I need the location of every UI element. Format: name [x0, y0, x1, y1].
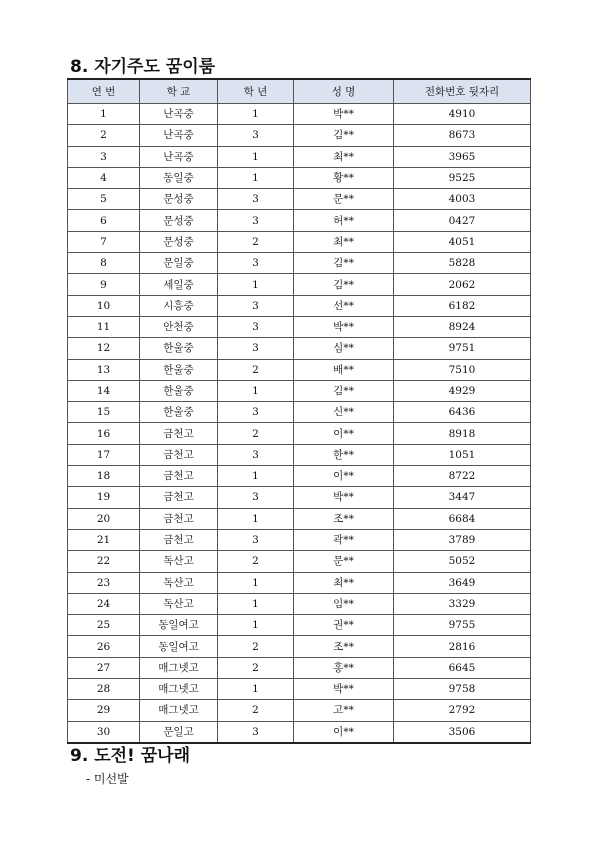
header-school: 학 교 [140, 79, 218, 104]
cell-phone: 8722 [394, 466, 531, 487]
cell-name: 권** [294, 615, 394, 636]
cell-grade: 1 [218, 572, 294, 593]
cell-number: 19 [68, 487, 140, 508]
cell-number: 29 [68, 700, 140, 721]
header-grade: 학 년 [218, 79, 294, 104]
table-row [68, 104, 531, 125]
table-row [68, 274, 531, 295]
cell-name: 김** [294, 253, 394, 274]
table-row [68, 700, 531, 721]
cell-grade: 3 [218, 487, 294, 508]
table-row [68, 487, 531, 508]
cell-grade: 2 [218, 657, 294, 678]
cell-name: 선** [294, 295, 394, 316]
cell-school: 난곡중 [140, 125, 218, 146]
cell-phone: 9525 [394, 167, 531, 188]
cell-phone: 8924 [394, 316, 531, 337]
cell-name: 최** [294, 146, 394, 167]
table-row [68, 572, 531, 593]
table-row [68, 316, 531, 337]
table-row [68, 231, 531, 252]
cell-number: 5 [68, 189, 140, 210]
cell-grade: 3 [218, 444, 294, 465]
cell-grade: 3 [218, 189, 294, 210]
cell-number: 4 [68, 167, 140, 188]
cell-phone: 4910 [394, 104, 531, 125]
cell-number: 24 [68, 593, 140, 614]
cell-name: 박** [294, 316, 394, 337]
cell-name: 이** [294, 423, 394, 444]
cell-number: 12 [68, 338, 140, 359]
cell-number: 8 [68, 253, 140, 274]
cell-number: 18 [68, 466, 140, 487]
cell-name: 한** [294, 444, 394, 465]
table-row [68, 423, 531, 444]
table-row [68, 125, 531, 146]
cell-school: 세일중 [140, 274, 218, 295]
cell-phone: 9755 [394, 615, 531, 636]
cell-school: 금천고 [140, 466, 218, 487]
cell-phone: 8918 [394, 423, 531, 444]
cell-name: 고** [294, 700, 394, 721]
cell-grade: 3 [218, 529, 294, 550]
cell-grade: 3 [218, 316, 294, 337]
cell-number: 9 [68, 274, 140, 295]
cell-grade: 1 [218, 146, 294, 167]
cell-grade: 2 [218, 700, 294, 721]
cell-grade: 2 [218, 359, 294, 380]
cell-phone: 4003 [394, 189, 531, 210]
table-row [68, 636, 531, 657]
cell-phone: 3447 [394, 487, 531, 508]
cell-phone: 0427 [394, 210, 531, 231]
cell-grade: 1 [218, 593, 294, 614]
cell-phone: 6182 [394, 295, 531, 316]
cell-number: 27 [68, 657, 140, 678]
cell-grade: 1 [218, 104, 294, 125]
cell-school: 매그넷고 [140, 700, 218, 721]
table-row [68, 359, 531, 380]
cell-phone: 7510 [394, 359, 531, 380]
cell-name: 박** [294, 679, 394, 700]
cell-phone: 3329 [394, 593, 531, 614]
table-row [68, 657, 531, 678]
cell-phone: 8673 [394, 125, 531, 146]
cell-school: 금천고 [140, 529, 218, 550]
cell-number: 17 [68, 444, 140, 465]
cell-grade: 1 [218, 274, 294, 295]
cell-school: 금천고 [140, 423, 218, 444]
cell-grade: 3 [218, 210, 294, 231]
cell-name: 조** [294, 508, 394, 529]
cell-number: 20 [68, 508, 140, 529]
cell-name: 이** [294, 466, 394, 487]
cell-number: 16 [68, 423, 140, 444]
cell-number: 13 [68, 359, 140, 380]
cell-number: 30 [68, 721, 140, 743]
cell-number: 11 [68, 316, 140, 337]
table-row [68, 444, 531, 465]
cell-number: 10 [68, 295, 140, 316]
cell-phone: 6436 [394, 402, 531, 423]
cell-phone: 2062 [394, 274, 531, 295]
section-8-title: 8. 자기주도 꿈이룸 [70, 57, 216, 77]
cell-phone: 3789 [394, 529, 531, 550]
cell-phone: 6684 [394, 508, 531, 529]
cell-grade: 3 [218, 125, 294, 146]
cell-school: 한울중 [140, 380, 218, 401]
table-row [68, 615, 531, 636]
cell-school: 독산고 [140, 551, 218, 572]
cell-school: 문성중 [140, 231, 218, 252]
table-row [68, 508, 531, 529]
cell-name: 문** [294, 551, 394, 572]
cell-phone: 3649 [394, 572, 531, 593]
cell-name: 곽** [294, 529, 394, 550]
cell-school: 금천고 [140, 444, 218, 465]
cell-name: 신** [294, 402, 394, 423]
table-row [68, 253, 531, 274]
cell-school: 동일여고 [140, 615, 218, 636]
cell-school: 독산고 [140, 593, 218, 614]
cell-name: 심** [294, 338, 394, 359]
cell-school: 문성중 [140, 210, 218, 231]
cell-number: 3 [68, 146, 140, 167]
cell-name: 박** [294, 487, 394, 508]
cell-name: 배** [294, 359, 394, 380]
cell-phone: 6645 [394, 657, 531, 678]
section-9-title: 9. 도전! 꿈나래 [70, 746, 190, 766]
winners-table [67, 78, 531, 744]
cell-number: 14 [68, 380, 140, 401]
cell-name: 허** [294, 210, 394, 231]
cell-grade: 1 [218, 466, 294, 487]
cell-number: 2 [68, 125, 140, 146]
cell-grade: 2 [218, 636, 294, 657]
cell-grade: 1 [218, 380, 294, 401]
cell-school: 문성중 [140, 189, 218, 210]
table-row [68, 721, 531, 743]
cell-phone: 1051 [394, 444, 531, 465]
cell-name: 조** [294, 636, 394, 657]
table-row [68, 146, 531, 167]
cell-school: 난곡중 [140, 146, 218, 167]
cell-name: 박** [294, 104, 394, 125]
cell-grade: 1 [218, 679, 294, 700]
cell-name: 문** [294, 189, 394, 210]
cell-number: 15 [68, 402, 140, 423]
cell-grade: 1 [218, 508, 294, 529]
cell-name: 이** [294, 721, 394, 743]
cell-name: 홍** [294, 657, 394, 678]
cell-number: 28 [68, 679, 140, 700]
table-header-row [68, 79, 531, 104]
section-9-note: - 미선발 [86, 772, 129, 786]
cell-grade: 2 [218, 423, 294, 444]
table-row [68, 167, 531, 188]
cell-school: 한울중 [140, 359, 218, 380]
cell-number: 6 [68, 210, 140, 231]
cell-school: 문일중 [140, 253, 218, 274]
cell-grade: 3 [218, 295, 294, 316]
cell-phone: 4929 [394, 380, 531, 401]
table-row [68, 189, 531, 210]
cell-number: 7 [68, 231, 140, 252]
cell-number: 21 [68, 529, 140, 550]
cell-phone: 5052 [394, 551, 531, 572]
cell-phone: 3965 [394, 146, 531, 167]
cell-number: 23 [68, 572, 140, 593]
cell-name: 김** [294, 125, 394, 146]
cell-school: 독산고 [140, 572, 218, 593]
cell-school: 금천고 [140, 487, 218, 508]
cell-phone: 9758 [394, 679, 531, 700]
cell-name: 황** [294, 167, 394, 188]
cell-school: 금천고 [140, 508, 218, 529]
cell-number: 22 [68, 551, 140, 572]
cell-grade: 3 [218, 721, 294, 743]
table-row [68, 210, 531, 231]
cell-name: 최** [294, 231, 394, 252]
cell-phone: 4051 [394, 231, 531, 252]
table-row [68, 466, 531, 487]
table-row [68, 402, 531, 423]
cell-phone: 2816 [394, 636, 531, 657]
table-row [68, 529, 531, 550]
header-phone: 전화번호 뒷자리 [394, 79, 531, 104]
cell-grade: 3 [218, 253, 294, 274]
table-row [68, 593, 531, 614]
cell-number: 26 [68, 636, 140, 657]
cell-phone: 2792 [394, 700, 531, 721]
cell-grade: 1 [218, 167, 294, 188]
table-row [68, 295, 531, 316]
cell-name: 임** [294, 593, 394, 614]
cell-school: 매그넷고 [140, 657, 218, 678]
cell-number: 1 [68, 104, 140, 125]
cell-school: 문일고 [140, 721, 218, 743]
table-row [68, 551, 531, 572]
table-row [68, 679, 531, 700]
cell-name: 최** [294, 572, 394, 593]
table-body [68, 104, 531, 743]
table-row [68, 380, 531, 401]
cell-grade: 3 [218, 338, 294, 359]
cell-school: 시흥중 [140, 295, 218, 316]
cell-school: 난곡중 [140, 104, 218, 125]
cell-grade: 2 [218, 551, 294, 572]
cell-phone: 3506 [394, 721, 531, 743]
table-row [68, 338, 531, 359]
cell-school: 동일중 [140, 167, 218, 188]
cell-phone: 9751 [394, 338, 531, 359]
cell-grade: 1 [218, 615, 294, 636]
cell-school: 한울중 [140, 402, 218, 423]
header-number: 연 번 [68, 79, 140, 104]
cell-school: 동일여고 [140, 636, 218, 657]
cell-school: 매그넷고 [140, 679, 218, 700]
cell-phone: 5828 [394, 253, 531, 274]
cell-number: 25 [68, 615, 140, 636]
cell-name: 김** [294, 274, 394, 295]
header-name: 성 명 [294, 79, 394, 104]
cell-school: 안천중 [140, 316, 218, 337]
cell-school: 한울중 [140, 338, 218, 359]
cell-grade: 3 [218, 402, 294, 423]
cell-name: 김** [294, 380, 394, 401]
cell-grade: 2 [218, 231, 294, 252]
